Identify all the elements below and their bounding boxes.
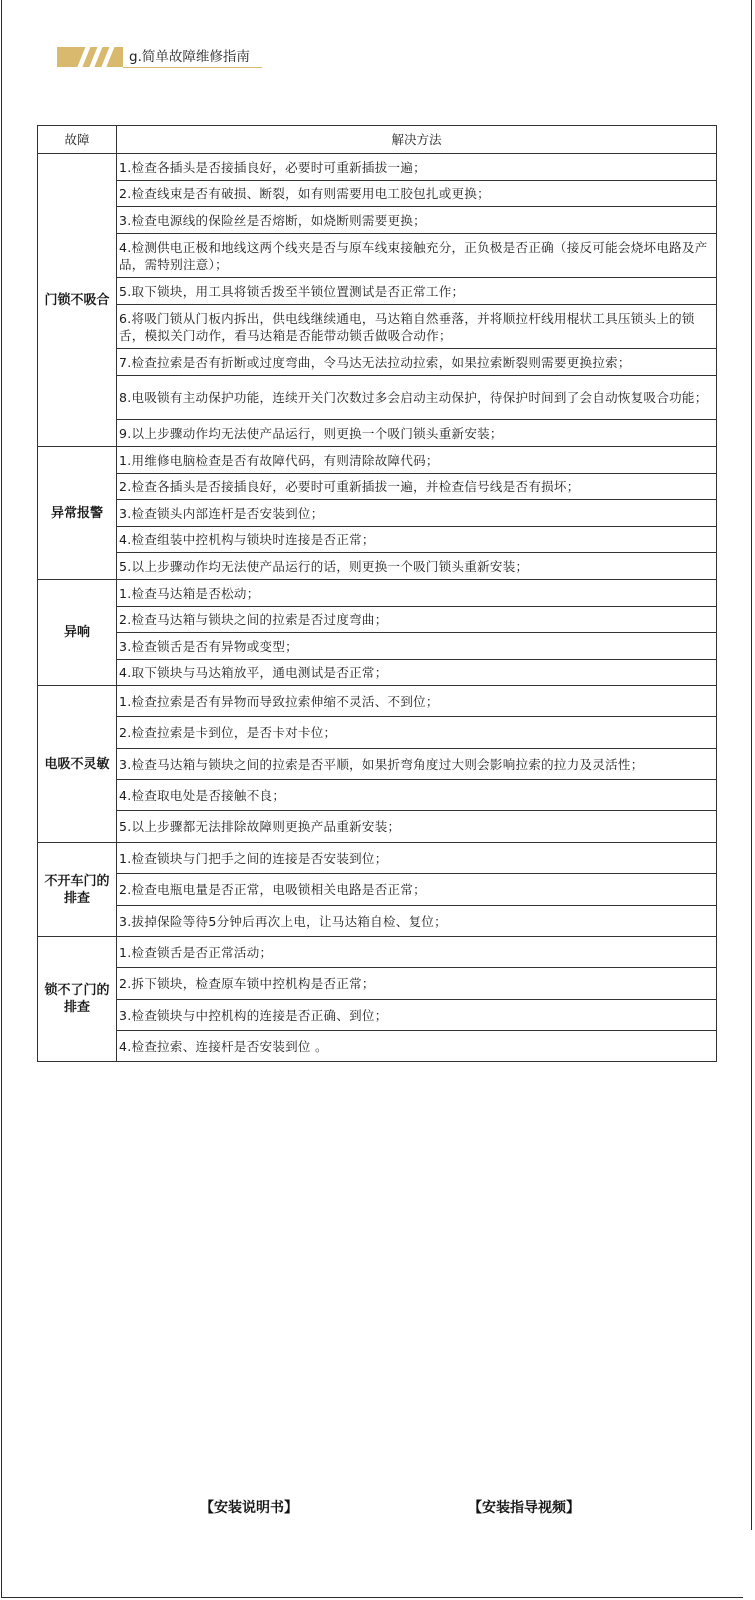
solution-step: 3.检查锁舌是否有异物或变型； <box>117 633 717 660</box>
solution-step: 6.将吸门锁从门板内拆出，供电线继续通电，马达箱自然垂落，并将顺拉杆线用棍状工具压锁头上的锁舌，模拟关门动作，看马达箱是否能带动锁舌做吸合动作； <box>117 305 717 349</box>
table-row <box>38 717 717 749</box>
solution-step: 4.检查拉索、连接杆是否安装到位 。 <box>117 1031 717 1062</box>
solution-step: 2.检查线束是否有破损、断裂，如有则需要用电工胶包扎或更换； <box>117 181 717 207</box>
column-header-fault: 故障 <box>38 126 117 154</box>
table-row <box>38 474 717 500</box>
section-header <box>57 46 262 68</box>
solution-step: 3.检查马达箱与锁块之间的拉索是否平顺，如果折弯角度过大则会影响拉索的拉力及灵活性； <box>117 749 717 780</box>
section-title: g.简单故障维修指南 <box>123 47 262 68</box>
table-row <box>38 154 717 181</box>
solution-step: 8.电吸锁有主动保护功能，连续开关门次数过多会启动主动保护，待保护时间到了会自动恢复吸合功能； <box>117 376 717 420</box>
fault-name: 异常报警 <box>38 447 117 580</box>
table-row <box>38 305 717 349</box>
table-row <box>38 1000 717 1031</box>
fault-name: 不开车门的排查 <box>38 843 117 937</box>
solution-step: 1.用维修电脑检查是否有故障代码，有则清除故障代码； <box>117 447 717 474</box>
solution-step: 1.检查马达箱是否松动； <box>117 580 717 607</box>
solution-step: 2.拆下锁块，检查原车锁中控机构是否正常； <box>117 968 717 1000</box>
fault-name: 锁不了门的排查 <box>38 937 117 1062</box>
solution-step: 5.取下锁块，用工具将锁舌拨至半锁位置测试是否正常工作； <box>117 278 717 305</box>
table-row <box>38 278 717 305</box>
solution-step: 5.以上步骤都无法排除故障则更换产品重新安装； <box>117 811 717 843</box>
table-row <box>38 874 717 906</box>
install-video-link[interactable]: 【安装指导视频】 <box>468 1500 580 1516</box>
table-row <box>38 376 717 420</box>
solution-step: 2.检查各插头是否接插良好，必要时可重新插拔一遍，并检查信号线是否有损坏； <box>117 474 717 500</box>
table-header-row <box>38 126 717 154</box>
table-row <box>38 500 717 527</box>
table-row <box>38 633 717 660</box>
solution-step: 2.检查拉索是卡到位，是否卡对卡位； <box>117 717 717 749</box>
header-accent-bar <box>57 47 123 67</box>
table-row <box>38 447 717 474</box>
solution-step: 1.检查锁舌是否正常活动； <box>117 937 717 968</box>
solution-step: 3.检查锁块与中控机构的连接是否正确、到位； <box>117 1000 717 1031</box>
solution-step: 7.检查拉索是否有折断或过度弯曲，令马达无法拉动拉索，如果拉索断裂则需要更换拉索； <box>117 349 717 376</box>
table-body <box>38 154 717 1062</box>
table-row <box>38 811 717 843</box>
table-row <box>38 580 717 607</box>
solution-step: 3.检查电源线的保险丝是否熔断，如烧断则需要更换； <box>117 207 717 234</box>
fault-name: 门锁不吸合 <box>38 154 117 447</box>
table-row <box>38 420 717 447</box>
table-row <box>38 937 717 968</box>
table-row <box>38 607 717 633</box>
corner-mask <box>743 1530 755 1600</box>
table-row <box>38 906 717 937</box>
solution-step: 4.取下锁块与马达箱放平，通电测试是否正常； <box>117 660 717 686</box>
solution-step: 4.检测供电正极和地线这两个线夹是否与原车线束接触充分，正负极是否正确（接反可能会烧坏电路及产品，需特别注意）； <box>117 234 717 278</box>
table-row <box>38 234 717 278</box>
table-row <box>38 749 717 780</box>
table-row <box>38 660 717 686</box>
table-row <box>38 843 717 874</box>
solution-step: 5.以上步骤动作均无法使产品运行的话，则更换一个吸门锁头重新安装； <box>117 553 717 580</box>
solution-step: 1.检查各插头是否接插良好，必要时可重新插拔一遍； <box>117 154 717 181</box>
solution-step: 2.检查电瓶电量是否正常，电吸锁相关电路是否正常； <box>117 874 717 906</box>
table-row <box>38 527 717 553</box>
solution-step: 1.检查拉索是否有异物而导致拉索伸缩不灵活、不到位； <box>117 686 717 717</box>
solution-step: 3.检查锁头内部连杆是否安装到位； <box>117 500 717 527</box>
table-row <box>38 968 717 1000</box>
solution-step: 4.检查组装中控机构与锁块时连接是否正常； <box>117 527 717 553</box>
solution-step: 1.检查锁块与门把手之间的连接是否安装到位； <box>117 843 717 874</box>
table-row <box>38 553 717 580</box>
solution-step: 4.检查取电处是否接触不良； <box>117 780 717 811</box>
table-row <box>38 686 717 717</box>
fault-name: 异响 <box>38 580 117 686</box>
column-header-solution: 解决方法 <box>117 126 717 154</box>
table-row <box>38 349 717 376</box>
install-manual-link[interactable]: 【安装说明书】 <box>200 1500 298 1516</box>
table-row <box>38 207 717 234</box>
troubleshooting-table <box>37 125 717 1062</box>
solution-step: 9.以上步骤动作均无法使产品运行，则更换一个吸门锁头重新安装； <box>117 420 717 447</box>
fault-name: 电吸不灵敏 <box>38 686 117 843</box>
table-row <box>38 780 717 811</box>
table-row <box>38 181 717 207</box>
solution-step: 3.拔掉保险等待5分钟后再次上电，让马达箱自检、复位； <box>117 906 717 937</box>
table-row <box>38 1031 717 1062</box>
solution-step: 2.检查马达箱与锁块之间的拉索是否过度弯曲； <box>117 607 717 633</box>
